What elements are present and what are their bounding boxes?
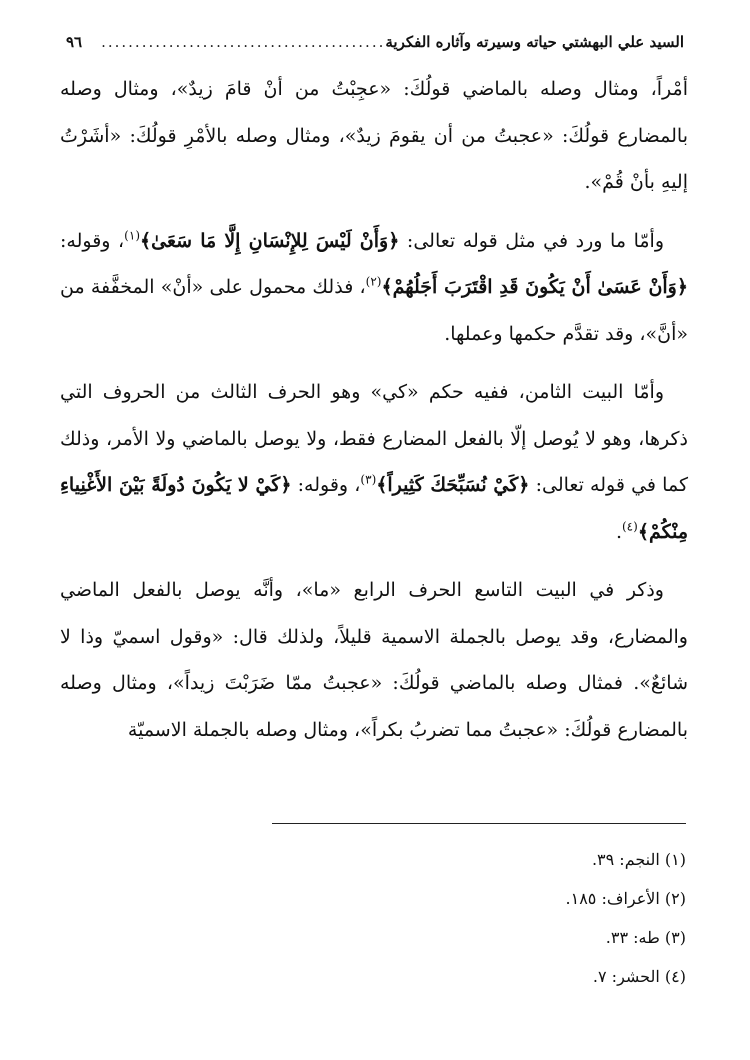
running-header — [60, 30, 688, 54]
header-dot-leader: .......................................... — [101, 33, 386, 51]
footnote: (٣) طه: ٣٣. — [605, 928, 686, 947]
paragraph-text: ، وقوله: — [291, 474, 361, 496]
footnote-divider — [272, 823, 686, 824]
paragraph-text: ، وقوله: — [60, 229, 125, 252]
paragraph-text: وأمّا البيت الثامن، ففيه حكم «كي» وهو الحرف الثالث من الحروف التي ذكرها، وهو لا يُوصل إلّا بالفعل المضارع فقط، ولا يوصل بالماضي ولا الأمر، وذلك كما في قوله تعالى: — [60, 381, 688, 496]
footnote: (٢) الأعراف: ١٨٥. — [565, 889, 686, 908]
paragraph-text: أمْراً، ومثال وصله بالماضي قولُكَ: «عجِبْتُ من أنْ قامَ زيدٌ»، ومثال وصله بالمضارع قولُكَ: «عجبتُ من أن يقومَ زيدٌ»، ومثال وصله بالأمْرِ قولُكَ: «أشَرْتُ إليهِ بأنْ قُمْ». — [60, 78, 688, 193]
paragraph-text: وأمّا ما ورد في مثل قوله تعالى: — [399, 229, 665, 252]
footnote-reference: (١) — [124, 228, 140, 243]
paragraph-text: ، فذلك محمول على «أنْ» المخفَّفة من «أنَّ»، وقد تقدَّم حكمها وعملها. — [60, 276, 688, 345]
quran-verse: ﴿وَأَنْ لَيْسَ لِلإِنْسَانِ إِلَّا مَا سَعَىٰ﴾ — [140, 229, 400, 252]
footnote: (١) النجم: ٣٩. — [591, 850, 686, 869]
paragraph-text: وذكر في البيت التاسع الحرف الرابع «ما»، وأنَّه يوصل بالفعل الماضي والمضارع، وقد يوصل بالجملة الاسمية قليلاً، ولذلك قال: «وقول اسميّ وذا لا شائعٌ». فمثال وصله بالماضي قولُكَ: «عجبتُ ممّا ضَرَبْتَ زيداً»، ومثال وصله بالمضارع قولُكَ: «عجبتُ مما تضربُ بكراً»، ومثال وصله بالجملة الاسميّة — [60, 579, 688, 741]
paragraph — [60, 369, 688, 555]
paragraph — [60, 567, 688, 753]
header-title: السيد علي البهشتي حياته وسيرته وآثاره الفكرية — [385, 33, 684, 51]
footnote-reference: (٣) — [360, 472, 377, 487]
paragraph — [60, 218, 688, 358]
quran-verse: ﴿كَيْ نُسَبِّحَكَ كَثِيراً﴾ — [376, 474, 530, 496]
footnote-reference: (٤) — [621, 519, 638, 534]
paragraph-text: . — [615, 520, 622, 543]
footnote: (٤) الحشر: ٧. — [592, 967, 686, 986]
paragraph — [60, 66, 688, 206]
quran-verse: ﴿كَيْ لا يَكُونَ دُولَةً بَيْنَ الأَغْنِياءِ مِنْكُمْ﴾ — [60, 474, 688, 543]
footnotes — [60, 840, 686, 996]
quran-verse: ﴿وَأَنْ عَسَىٰ أَنْ يَكُونَ قَدِ اقْتَرَبَ أَجَلُهُمْ﴾ — [381, 276, 688, 298]
footnote-reference: (٢) — [365, 274, 382, 289]
page-number: ٩٦ — [66, 33, 83, 51]
body-text — [60, 66, 688, 765]
